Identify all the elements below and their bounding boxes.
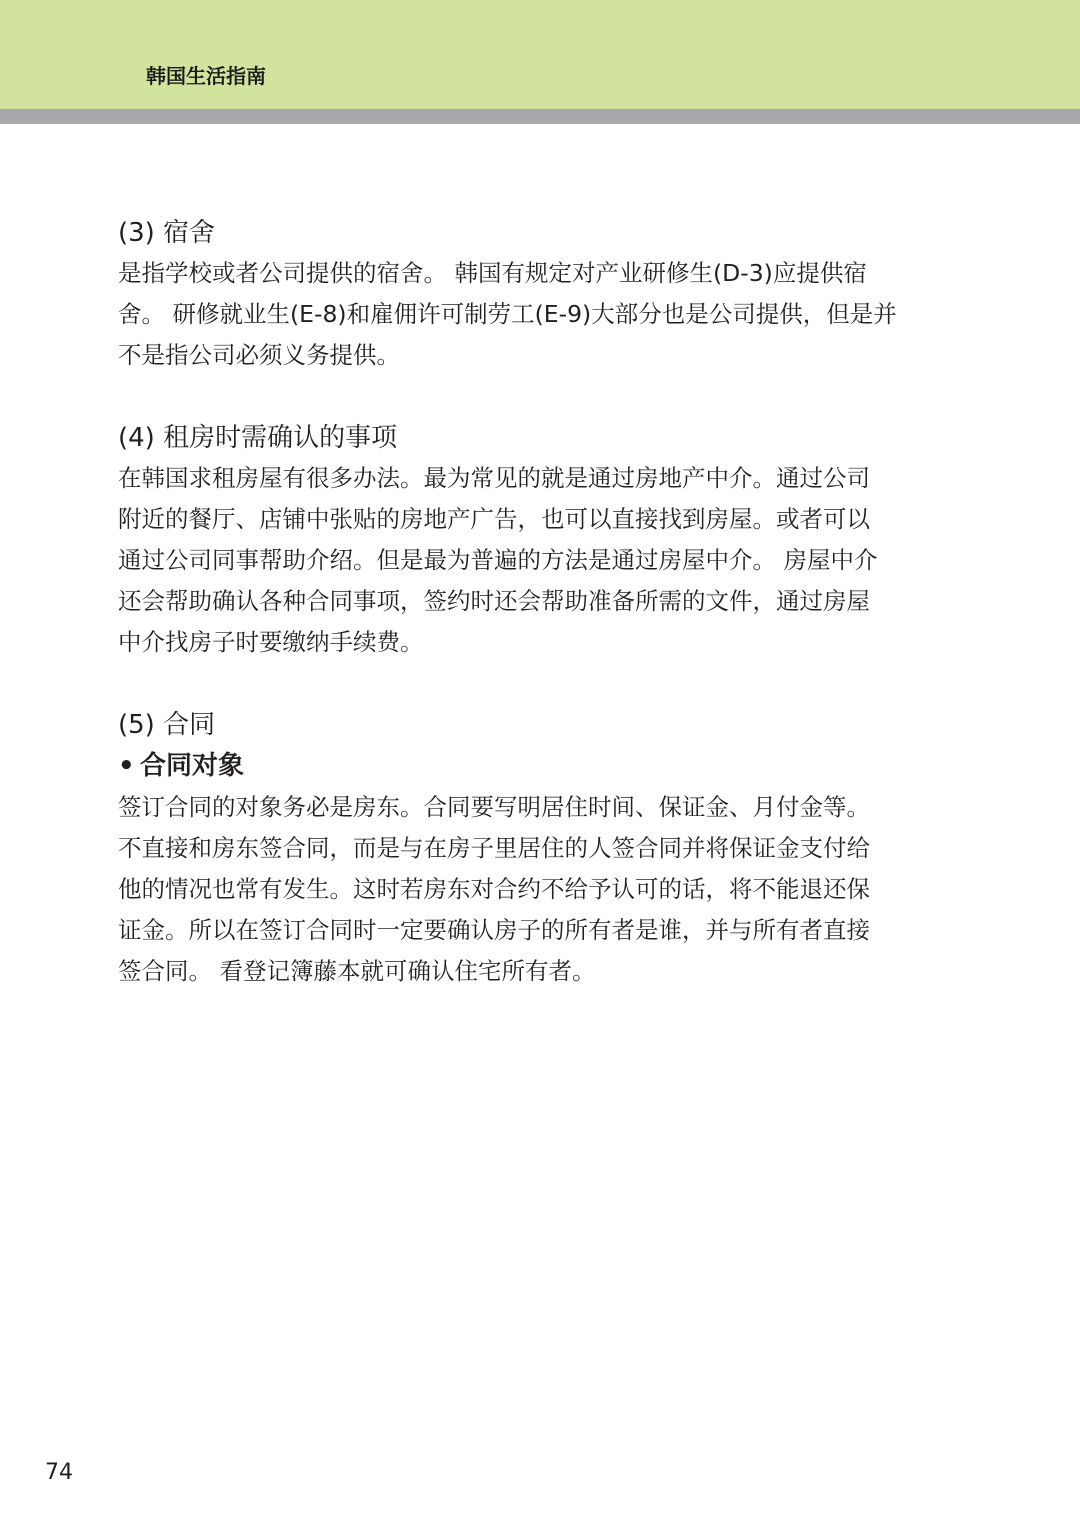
text-line: 不是指公司必须义务提供。 xyxy=(118,341,400,369)
text-line: 还会帮助确认各种合同事项，签约时还会帮助准备所需的文件，通过房屋 xyxy=(118,587,870,615)
text-line: 是指学校或者公司提供的宿舍。 韩国有规定对产业研修生(D-3)应提供宿 xyxy=(118,259,867,287)
paragraph xyxy=(118,787,958,992)
header-divider xyxy=(0,109,1080,124)
text-line: 中介找房子时要缴纳手续费。 xyxy=(118,628,424,656)
text-line: 通过公司同事帮助介绍。但是最为普遍的方法是通过房屋中介。 房屋中介 xyxy=(118,546,878,574)
spacer xyxy=(118,663,958,705)
running-header-title: 韩国生活指南 xyxy=(146,64,266,88)
spacer xyxy=(118,376,958,418)
text-line: 签订合同的对象务必是房东。合同要写明居住时间、保证金、月付金等。 xyxy=(118,793,870,821)
text-line: 他的情况也常有发生。这时若房东对合约不给予认可的话，将不能退还保 xyxy=(118,875,870,903)
text-line: 证金。所以在签订合同时一定要确认房子的所有者是谁，并与所有者直接 xyxy=(118,916,870,944)
section-dormitory xyxy=(118,213,958,376)
paragraph xyxy=(118,253,958,376)
section-contract xyxy=(118,705,958,992)
paragraph xyxy=(118,458,958,663)
bullet-icon: • xyxy=(118,751,135,781)
text-line: 附近的餐厅、店铺中张贴的房地产广告，也可以直接找到房屋。或者可以 xyxy=(118,505,870,533)
section-title: (4) 租房时需确认的事项 xyxy=(118,423,398,453)
header-band xyxy=(0,0,1080,109)
page-number: 74 xyxy=(45,1460,73,1485)
text-line: 不直接和房东签合同，而是与在房子里居住的人签合同并将保证金支付给 xyxy=(118,834,870,862)
subsection-title-text: 合同对象 xyxy=(140,751,245,781)
subsection-title xyxy=(118,745,958,787)
main-content xyxy=(118,213,958,992)
section-title: (3) 宿舍 xyxy=(118,218,216,248)
text-line: 舍。 研修就业生(E-8)和雇佣许可制劳工(E-9)大部分也是公司提供，但是并 xyxy=(118,300,897,328)
section-title: (5) 合同 xyxy=(118,710,216,740)
text-line: 在韩国求租房屋有很多办法。最为常见的就是通过房地产中介。通过公司 xyxy=(118,464,870,492)
text-line: 签合同。 看登记簿藤本就可确认住宅所有者。 xyxy=(118,957,596,985)
section-renting-checklist xyxy=(118,418,958,663)
